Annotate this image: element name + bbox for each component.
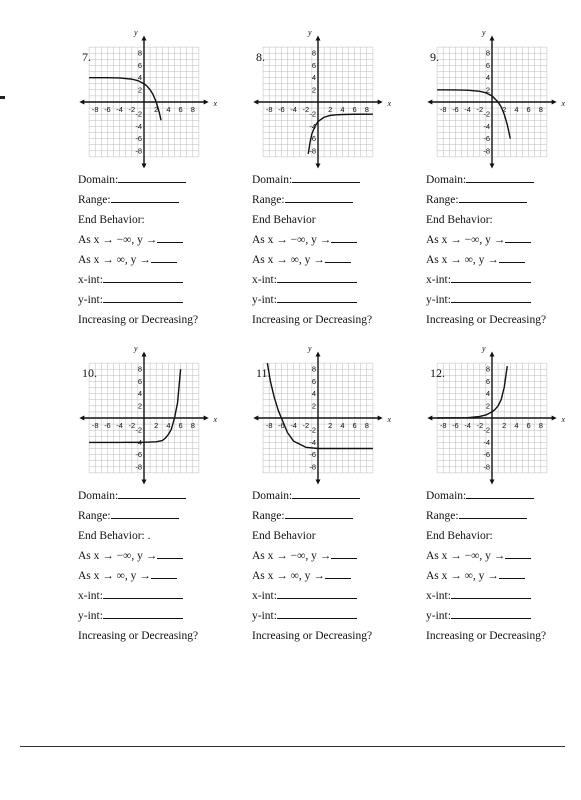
range-label: Range: <box>78 194 111 206</box>
x-tick-label: 8 <box>538 105 543 114</box>
y-int-row <box>252 606 427 626</box>
end-behavior-label: End Behavior: <box>426 214 493 226</box>
domain-row <box>252 486 427 506</box>
problem-8 <box>252 27 422 352</box>
end-behavior-heading <box>78 210 253 230</box>
domain-blank[interactable] <box>118 172 186 183</box>
x-tick-label: -8 <box>439 105 447 114</box>
y-tick-label: 6 <box>311 376 316 386</box>
x-tick-label: 6 <box>352 421 357 430</box>
x-tick-label: -4 <box>116 421 123 430</box>
y-tick-label: 2 <box>137 85 142 95</box>
end-behavior-heading <box>426 210 581 230</box>
function-curve <box>437 366 507 418</box>
y-tick-label: 6 <box>137 376 142 386</box>
x-arrow-right <box>378 100 383 105</box>
x-tick-label: 8 <box>364 105 369 114</box>
y-tick-label: 6 <box>485 60 490 70</box>
x-tick-label: 4 <box>514 421 519 430</box>
y-tick-label: -6 <box>309 450 316 460</box>
y-tick-label: -4 <box>309 437 316 447</box>
graph <box>78 27 253 172</box>
domain-label: Domain: <box>252 174 293 186</box>
x-tick-label: -8 <box>439 421 447 430</box>
x-int-label: x-int: <box>426 274 451 286</box>
neg-inf-blank[interactable] <box>331 232 357 243</box>
x-int-label: x-int: <box>426 590 451 602</box>
range-blank[interactable] <box>285 192 353 203</box>
x-tick-label: 2 <box>328 105 333 114</box>
y-arrow-up <box>142 36 147 41</box>
range-row <box>252 190 427 210</box>
x-int-row <box>78 586 253 606</box>
x-tick-label: 4 <box>514 105 519 114</box>
incdec-label: Increasing or Decreasing? <box>252 630 373 642</box>
y-int-label: y-int: <box>252 294 277 306</box>
x-tick-label: -4 <box>464 105 471 114</box>
range-row <box>252 506 427 526</box>
incdec-row <box>78 310 253 330</box>
x-arrow-left <box>427 416 432 421</box>
x-tick-label: -6 <box>104 105 111 114</box>
x-int-label: x-int: <box>78 274 103 286</box>
incdec-label: Increasing or Decreasing? <box>78 630 199 642</box>
pos-inf-blank[interactable] <box>151 568 177 579</box>
x-tick-label: -6 <box>452 421 459 430</box>
y-tick-label: -6 <box>135 450 142 460</box>
x-tick-label: -2 <box>476 105 484 114</box>
y-tick-label: 8 <box>485 364 490 374</box>
y-axis-label: y <box>482 27 486 37</box>
y-arrow-down <box>142 163 147 168</box>
incdec-label: Increasing or Decreasing? <box>426 630 547 642</box>
range-row <box>426 190 581 210</box>
pos-inf-row <box>252 566 427 586</box>
y-tick-label: 2 <box>485 401 490 411</box>
neg-inf-blank[interactable] <box>157 232 183 243</box>
x-axis-label: x <box>213 99 218 108</box>
x-tick-label: 2 <box>154 421 159 430</box>
problem-9 <box>426 27 581 352</box>
end-behavior-label: End Behavior <box>252 530 316 542</box>
x-tick-label: 2 <box>154 105 159 114</box>
y-arrow-down <box>316 163 321 168</box>
pos-inf-row <box>78 250 253 270</box>
y-tick-label: 8 <box>311 364 316 374</box>
question-list <box>78 486 253 646</box>
x-tick-label: -4 <box>464 421 471 430</box>
y-tick-label: -4 <box>483 437 490 447</box>
domain-blank[interactable] <box>118 488 186 499</box>
x-tick-label: -6 <box>278 421 285 430</box>
question-list <box>426 170 581 330</box>
pos-inf-blank[interactable] <box>325 568 351 579</box>
x-tick-label: -8 <box>265 421 273 430</box>
y-tick-label: -2 <box>309 425 316 435</box>
x-tick-label: -4 <box>290 421 297 430</box>
y-int-blank[interactable] <box>103 292 183 303</box>
problem-10 <box>78 343 248 668</box>
y-tick-label: -8 <box>135 146 142 156</box>
neg-inf-row <box>252 230 427 250</box>
y-tick-label: 8 <box>137 364 142 374</box>
x-int-row <box>78 270 253 290</box>
x-tick-label: -6 <box>278 105 285 114</box>
domain-row <box>78 170 253 190</box>
domain-blank[interactable] <box>292 488 360 499</box>
problem-11 <box>252 343 422 668</box>
y-tick-label: -8 <box>309 146 316 156</box>
domain-row <box>426 486 581 506</box>
neg-inf-blank[interactable] <box>505 232 531 243</box>
question-list <box>426 486 581 646</box>
end-behavior-heading <box>426 526 581 546</box>
x-tick-label: 2 <box>328 421 333 430</box>
x-int-label: x-int: <box>78 590 103 602</box>
y-tick-label: 8 <box>485 48 490 58</box>
x-arrow-right <box>552 416 557 421</box>
domain-blank[interactable] <box>466 488 534 499</box>
graph <box>426 343 581 488</box>
pos-inf-blank[interactable] <box>499 252 525 263</box>
range-label: Range: <box>78 510 111 522</box>
range-row <box>78 506 253 526</box>
x-tick-label: -8 <box>91 105 99 114</box>
y-int-label: y-int: <box>426 610 451 622</box>
y-tick-label: 2 <box>311 85 316 95</box>
x-tick-label: -2 <box>302 421 310 430</box>
y-tick-label: 4 <box>485 73 490 83</box>
x-tick-label: -4 <box>116 105 123 114</box>
domain-row <box>252 170 427 190</box>
y-tick-label: 8 <box>311 48 316 58</box>
y-arrow-down <box>490 479 495 484</box>
incdec-row <box>252 310 427 330</box>
neg-inf-blank[interactable] <box>505 548 531 559</box>
y-tick-label: -6 <box>309 134 316 144</box>
range-blank[interactable] <box>459 192 527 203</box>
y-tick-label: -4 <box>309 121 316 131</box>
x-int-label: x-int: <box>252 274 277 286</box>
x-tick-label: -2 <box>128 105 136 114</box>
range-row <box>78 190 253 210</box>
pos-inf-label: As x → ∞, y → <box>252 570 325 582</box>
x-tick-label: -2 <box>476 421 484 430</box>
question-list <box>78 170 253 330</box>
y-tick-label: 6 <box>137 60 142 70</box>
neg-inf-label: As x → −∞, y → <box>426 550 506 562</box>
x-arrow-left <box>79 100 84 105</box>
y-tick-label: -8 <box>483 146 490 156</box>
y-tick-label: -6 <box>135 134 142 144</box>
end-behavior-heading <box>78 526 253 546</box>
y-arrow-up <box>316 352 321 357</box>
range-blank[interactable] <box>285 508 353 519</box>
x-axis-label: x <box>561 415 566 424</box>
x-tick-label: 8 <box>364 421 369 430</box>
y-int-row <box>78 606 253 626</box>
y-axis-label: y <box>308 27 312 37</box>
x-tick-label: 6 <box>178 105 183 114</box>
x-int-row <box>426 586 581 606</box>
y-tick-label: 6 <box>485 376 490 386</box>
y-int-blank[interactable] <box>103 608 183 619</box>
y-arrow-up <box>142 352 147 357</box>
range-label: Range: <box>252 510 285 522</box>
y-tick-label: -2 <box>483 425 490 435</box>
y-tick-label: -2 <box>309 109 316 119</box>
domain-label: Domain: <box>426 490 467 502</box>
x-int-row <box>252 270 427 290</box>
y-int-blank[interactable] <box>277 292 357 303</box>
y-tick-label: -8 <box>309 462 316 472</box>
x-axis-label: x <box>561 99 566 108</box>
y-tick-label: -2 <box>135 109 142 119</box>
neg-inf-row <box>252 546 427 566</box>
range-row <box>426 506 581 526</box>
y-tick-label: -8 <box>483 462 490 472</box>
y-arrow-down <box>142 479 147 484</box>
x-arrow-left <box>427 100 432 105</box>
x-int-blank[interactable] <box>103 588 183 599</box>
domain-label: Domain: <box>78 490 119 502</box>
pos-inf-label: As x → ∞, y → <box>426 254 499 266</box>
y-tick-label: 6 <box>311 60 316 70</box>
x-tick-label: 2 <box>502 421 507 430</box>
x-arrow-right <box>204 100 209 105</box>
problem-number: 9. <box>430 50 439 64</box>
y-axis-label: y <box>134 343 138 353</box>
y-tick-label: 4 <box>311 73 316 83</box>
x-arrow-left <box>79 416 84 421</box>
end-behavior-label: End Behavior <box>252 214 316 226</box>
y-int-label: y-int: <box>252 610 277 622</box>
range-blank[interactable] <box>111 508 179 519</box>
problem-number: 12. <box>430 366 445 380</box>
problem-number: 7. <box>82 50 91 64</box>
y-tick-label: 4 <box>311 389 316 399</box>
y-axis-label: y <box>134 27 138 37</box>
x-tick-label: 6 <box>526 105 531 114</box>
incdec-row <box>252 626 427 646</box>
domain-blank[interactable] <box>292 172 360 183</box>
graph <box>426 27 581 172</box>
x-arrow-left <box>253 416 258 421</box>
neg-inf-row <box>78 546 253 566</box>
x-tick-label: 2 <box>502 105 507 114</box>
domain-blank[interactable] <box>466 172 534 183</box>
end-behavior-heading <box>252 210 427 230</box>
problem-number: 11. <box>256 366 271 380</box>
x-tick-label: -8 <box>91 421 99 430</box>
x-tick-label: -2 <box>302 105 310 114</box>
domain-label: Domain: <box>78 174 119 186</box>
y-arrow-down <box>316 479 321 484</box>
x-int-blank[interactable] <box>103 272 183 283</box>
neg-inf-label: As x → −∞, y → <box>426 234 506 246</box>
end-behavior-heading <box>252 526 427 546</box>
x-arrow-left <box>253 100 258 105</box>
pos-inf-label: As x → ∞, y → <box>78 570 151 582</box>
scan-mark <box>0 96 5 99</box>
x-tick-label: 6 <box>526 421 531 430</box>
range-blank[interactable] <box>111 192 179 203</box>
graph <box>252 27 427 172</box>
x-axis-label: x <box>387 415 392 424</box>
x-tick-label: -6 <box>104 421 111 430</box>
neg-inf-row <box>426 546 581 566</box>
question-list <box>252 486 427 646</box>
question-list <box>252 170 427 330</box>
y-tick-label: -2 <box>135 425 142 435</box>
y-tick-label: -4 <box>483 121 490 131</box>
y-tick-label: 2 <box>137 401 142 411</box>
x-tick-label: 6 <box>178 421 183 430</box>
y-int-blank[interactable] <box>451 608 531 619</box>
neg-inf-blank[interactable] <box>157 548 183 559</box>
incdec-label: Increasing or Decreasing? <box>252 314 373 326</box>
x-int-blank[interactable] <box>451 272 531 283</box>
graph <box>252 343 427 488</box>
graph <box>78 343 253 488</box>
problem-number: 8. <box>256 50 265 64</box>
x-tick-label: -4 <box>290 105 297 114</box>
end-behavior-label: End Behavior: <box>426 530 493 542</box>
y-tick-label: -4 <box>135 121 142 131</box>
x-tick-label: 8 <box>190 105 195 114</box>
pos-inf-blank[interactable] <box>151 252 177 263</box>
y-int-row <box>426 606 581 626</box>
incdec-label: Increasing or Decreasing? <box>78 314 199 326</box>
y-tick-label: 4 <box>137 389 142 399</box>
neg-inf-blank[interactable] <box>331 548 357 559</box>
end-behavior-label: End Behavior: <box>78 214 145 226</box>
pos-inf-label: As x → ∞, y → <box>78 254 151 266</box>
x-arrow-right <box>552 100 557 105</box>
pos-inf-row <box>78 566 253 586</box>
x-axis-label: x <box>213 415 218 424</box>
y-tick-label: -6 <box>483 450 490 460</box>
y-arrow-up <box>490 36 495 41</box>
x-int-label: x-int: <box>252 590 277 602</box>
y-int-label: y-int: <box>426 294 451 306</box>
incdec-row <box>78 626 253 646</box>
y-int-label: y-int: <box>78 610 103 622</box>
x-tick-label: 6 <box>352 105 357 114</box>
end-behavior-label: End Behavior: . <box>78 530 151 542</box>
incdec-row <box>426 310 581 330</box>
y-int-row <box>426 290 581 310</box>
y-int-blank[interactable] <box>451 292 531 303</box>
x-axis-label: x <box>387 99 392 108</box>
x-tick-label: -8 <box>265 105 273 114</box>
x-tick-label: 4 <box>340 105 345 114</box>
pos-inf-blank[interactable] <box>499 568 525 579</box>
y-axis-label: y <box>308 343 312 353</box>
y-tick-label: 4 <box>137 73 142 83</box>
x-tick-label: 8 <box>538 421 543 430</box>
problem-12 <box>426 343 581 668</box>
neg-inf-label: As x → −∞, y → <box>78 234 158 246</box>
y-arrow-up <box>316 36 321 41</box>
y-tick-label: 2 <box>311 401 316 411</box>
neg-inf-label: As x → −∞, y → <box>252 550 332 562</box>
pos-inf-label: As x → ∞, y → <box>426 570 499 582</box>
incdec-row <box>426 626 581 646</box>
x-int-row <box>252 586 427 606</box>
y-axis-label: y <box>482 343 486 353</box>
y-arrow-up <box>490 352 495 357</box>
domain-label: Domain: <box>252 490 293 502</box>
x-int-blank[interactable] <box>277 272 357 283</box>
neg-inf-row <box>78 230 253 250</box>
y-int-blank[interactable] <box>277 608 357 619</box>
y-tick-label: -8 <box>135 462 142 472</box>
footer-rule <box>20 746 565 747</box>
y-int-label: y-int: <box>78 294 103 306</box>
pos-inf-row <box>252 250 427 270</box>
y-tick-label: -6 <box>483 134 490 144</box>
domain-row <box>78 486 253 506</box>
y-tick-label: -4 <box>135 437 142 447</box>
x-tick-label: -2 <box>128 421 136 430</box>
x-tick-label: 4 <box>340 421 345 430</box>
incdec-label: Increasing or Decreasing? <box>426 314 547 326</box>
y-tick-label: 2 <box>485 85 490 95</box>
x-int-blank[interactable] <box>277 588 357 599</box>
y-tick-label: 8 <box>137 48 142 58</box>
y-tick-label: -2 <box>483 109 490 119</box>
x-tick-label: -6 <box>452 105 459 114</box>
range-label: Range: <box>252 194 285 206</box>
neg-inf-row <box>426 230 581 250</box>
domain-row <box>426 170 581 190</box>
y-int-row <box>78 290 253 310</box>
problem-7 <box>78 27 248 352</box>
y-int-row <box>252 290 427 310</box>
x-tick-label: 4 <box>166 105 171 114</box>
x-arrow-right <box>204 416 209 421</box>
problem-number: 10. <box>82 366 97 380</box>
x-tick-label: 8 <box>190 421 195 430</box>
x-int-row <box>426 270 581 290</box>
x-int-blank[interactable] <box>451 588 531 599</box>
range-label: Range: <box>426 194 459 206</box>
pos-inf-label: As x → ∞, y → <box>252 254 325 266</box>
pos-inf-row <box>426 250 581 270</box>
pos-inf-blank[interactable] <box>325 252 351 263</box>
x-tick-label: 4 <box>166 421 171 430</box>
pos-inf-row <box>426 566 581 586</box>
y-arrow-down <box>490 163 495 168</box>
neg-inf-label: As x → −∞, y → <box>78 550 158 562</box>
neg-inf-label: As x → −∞, y → <box>252 234 332 246</box>
y-tick-label: 4 <box>485 389 490 399</box>
range-label: Range: <box>426 510 459 522</box>
range-blank[interactable] <box>459 508 527 519</box>
x-arrow-right <box>378 416 383 421</box>
domain-label: Domain: <box>426 174 467 186</box>
